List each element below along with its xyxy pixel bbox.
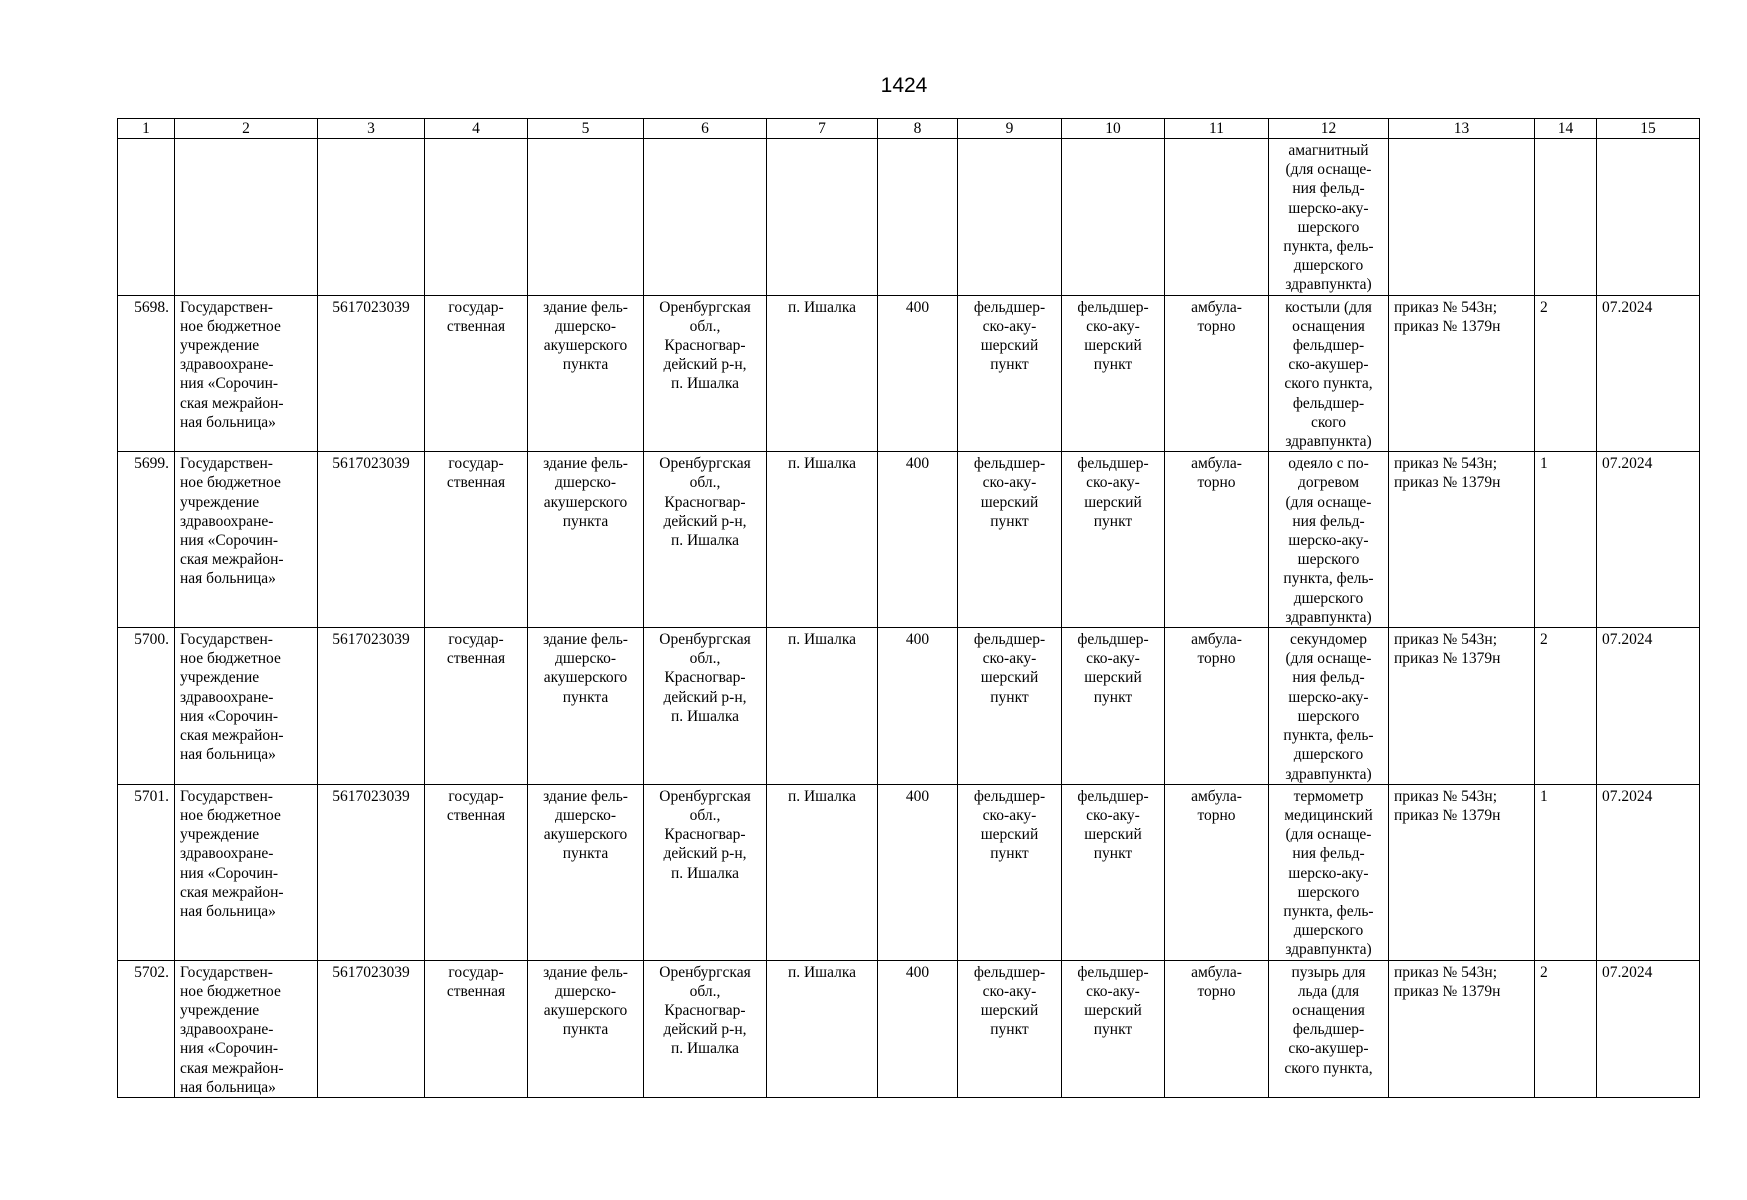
cell-row-number: 5700. [118, 628, 175, 785]
cell-unit-type: фельдшер- ско-аку- шерский пункт [958, 295, 1062, 452]
cell-quantity: 1 [1535, 452, 1597, 628]
column-number-header: 2 [175, 119, 318, 139]
column-number-header: 10 [1062, 119, 1165, 139]
cell-order: приказ № 543н; приказ № 1379н [1389, 295, 1535, 452]
cell-empty [425, 139, 528, 296]
cell-building: здание фель- дшерско- акушерского пункта [528, 452, 644, 628]
cell-row-number: 5702. [118, 960, 175, 1097]
cell-ownership: государ- ственная [425, 452, 528, 628]
cell-quantity: 2 [1535, 960, 1597, 1097]
cell-care-form: амбула- торно [1165, 452, 1269, 628]
cell-building: здание фель- дшерско- акушерского пункта [528, 784, 644, 960]
cell-unit-type-2: фельдшер- ско-аку- шерский пункт [1062, 628, 1165, 785]
column-number-header: 11 [1165, 119, 1269, 139]
column-number-header: 9 [958, 119, 1062, 139]
cell-care-form: амбула- торно [1165, 784, 1269, 960]
cell-empty [644, 139, 767, 296]
cell-empty [767, 139, 878, 296]
cell-date: 07.2024 [1597, 295, 1700, 452]
cell-address: Оренбургская обл., Красногвар- дейский р-н, п. Ишалка [644, 452, 767, 628]
cell-address: Оренбургская обл., Красногвар- дейский р-н, п. Ишалка [644, 628, 767, 785]
cell-quantity: 1 [1535, 784, 1597, 960]
column-number-header: 6 [644, 119, 767, 139]
cell-row-number: 5698. [118, 295, 175, 452]
cell-unit-type: фельдшер- ско-аку- шерский пункт [958, 960, 1062, 1097]
cell-date: 07.2024 [1597, 784, 1700, 960]
registry-table [117, 118, 1700, 1098]
cell-inn: 5617023039 [318, 628, 425, 785]
cell-equipment: пузырь для льда (для оснащения фельдшер- ско-акушер- ского пункта, [1269, 960, 1389, 1097]
cell-institution: Государствен- ное бюджетное учреждение здравоохране- ния «Сорочин- ская межрайон- ная больница» [175, 295, 318, 452]
cell-settlement: п. Ишалка [767, 784, 878, 960]
cell-empty [1535, 139, 1597, 296]
cell-empty [958, 139, 1062, 296]
table-row [118, 452, 1700, 628]
table-row [118, 295, 1700, 452]
cell-row-number: 5699. [118, 452, 175, 628]
cell-equipment: термометр медицинский (для оснаще- ния фельд- шерско-аку- шерского пункта, фель- дшерского здравпункта) [1269, 784, 1389, 960]
cell-order: приказ № 543н; приказ № 1379н [1389, 628, 1535, 785]
cell-ownership: государ- ственная [425, 784, 528, 960]
cell-population: 400 [878, 628, 958, 785]
cell-building: здание фель- дшерско- акушерского пункта [528, 628, 644, 785]
cell-row-number: 5701. [118, 784, 175, 960]
column-number-header: 14 [1535, 119, 1597, 139]
cell-building: здание фель- дшерско- акушерского пункта [528, 960, 644, 1097]
column-number-header: 1 [118, 119, 175, 139]
cell-order: приказ № 543н; приказ № 1379н [1389, 452, 1535, 628]
cell-inn: 5617023039 [318, 452, 425, 628]
column-number-header: 4 [425, 119, 528, 139]
cell-settlement: п. Ишалка [767, 295, 878, 452]
column-number-header: 8 [878, 119, 958, 139]
cell-unit-type: фельдшер- ско-аку- шерский пункт [958, 628, 1062, 785]
continuation-row [118, 139, 1700, 296]
column-number-header: 15 [1597, 119, 1700, 139]
cell-equipment: одеяло с по- догревом (для оснаще- ния фельд- шерско-аку- шерского пункта, фель- дшерского здравпункта) [1269, 452, 1389, 628]
cell-empty [1062, 139, 1165, 296]
cell-building: здание фель- дшерско- акушерского пункта [528, 295, 644, 452]
cell-ownership: государ- ственная [425, 295, 528, 452]
table-row [118, 784, 1700, 960]
cell-care-form: амбула- торно [1165, 960, 1269, 1097]
cell-empty [175, 139, 318, 296]
cell-settlement: п. Ишалка [767, 960, 878, 1097]
cell-order: приказ № 543н; приказ № 1379н [1389, 784, 1535, 960]
cell-population: 400 [878, 452, 958, 628]
cell-quantity: 2 [1535, 628, 1597, 785]
cell-empty [1389, 139, 1535, 296]
cell-empty [1165, 139, 1269, 296]
cell-unit-type-2: фельдшер- ско-аку- шерский пункт [1062, 452, 1165, 628]
column-number-row [118, 119, 1700, 139]
cell-inn: 5617023039 [318, 295, 425, 452]
cell-date: 07.2024 [1597, 628, 1700, 785]
cell-ownership: государ- ственная [425, 960, 528, 1097]
cell-institution: Государствен- ное бюджетное учреждение здравоохране- ния «Сорочин- ская межрайон- ная больница» [175, 628, 318, 785]
cell-date: 07.2024 [1597, 452, 1700, 628]
cell-empty [1597, 139, 1700, 296]
cell-care-form: амбула- торно [1165, 628, 1269, 785]
cell-empty [318, 139, 425, 296]
cell-settlement: п. Ишалка [767, 628, 878, 785]
cell-address: Оренбургская обл., Красногвар- дейский р-н, п. Ишалка [644, 784, 767, 960]
cell-care-form: амбула- торно [1165, 295, 1269, 452]
cell-settlement: п. Ишалка [767, 452, 878, 628]
page-number: 1424 [880, 74, 928, 97]
cell-order: приказ № 543н; приказ № 1379н [1389, 960, 1535, 1097]
column-number-header: 7 [767, 119, 878, 139]
cell-empty [118, 139, 175, 296]
cell-institution: Государствен- ное бюджетное учреждение здравоохране- ния «Сорочин- ская межрайон- ная больница» [175, 960, 318, 1097]
cell-equipment-continuation: амагнитный (для оснаще- ния фельд- шерско-аку- шерского пункта, фель- дшерского здравпункта) [1269, 139, 1389, 296]
cell-population: 400 [878, 960, 958, 1097]
table-row [118, 960, 1700, 1097]
cell-unit-type: фельдшер- ско-аку- шерский пункт [958, 784, 1062, 960]
cell-address: Оренбургская обл., Красногвар- дейский р-н, п. Ишалка [644, 295, 767, 452]
cell-unit-type-2: фельдшер- ско-аку- шерский пункт [1062, 960, 1165, 1097]
column-number-header: 12 [1269, 119, 1389, 139]
cell-date: 07.2024 [1597, 960, 1700, 1097]
cell-unit-type-2: фельдшер- ско-аку- шерский пункт [1062, 295, 1165, 452]
column-number-header: 13 [1389, 119, 1535, 139]
cell-equipment: костыли (для оснащения фельдшер- ско-акушер- ского пункта, фельдшер- ского здравпункта) [1269, 295, 1389, 452]
column-number-header: 5 [528, 119, 644, 139]
cell-ownership: государ- ственная [425, 628, 528, 785]
cell-population: 400 [878, 784, 958, 960]
cell-empty [878, 139, 958, 296]
cell-unit-type-2: фельдшер- ско-аку- шерский пункт [1062, 784, 1165, 960]
cell-equipment: секундомер (для оснаще- ния фельд- шерско-аку- шерского пункта, фель- дшерского здравпункта) [1269, 628, 1389, 785]
cell-inn: 5617023039 [318, 784, 425, 960]
cell-inn: 5617023039 [318, 960, 425, 1097]
table-row [118, 628, 1700, 785]
cell-unit-type: фельдшер- ско-аку- шерский пункт [958, 452, 1062, 628]
cell-address: Оренбургская обл., Красногвар- дейский р-н, п. Ишалка [644, 960, 767, 1097]
cell-population: 400 [878, 295, 958, 452]
column-number-header: 3 [318, 119, 425, 139]
cell-institution: Государствен- ное бюджетное учреждение здравоохране- ния «Сорочин- ская межрайон- ная больница» [175, 784, 318, 960]
cell-quantity: 2 [1535, 295, 1597, 452]
cell-institution: Государствен- ное бюджетное учреждение здравоохране- ния «Сорочин- ская межрайон- ная больница» [175, 452, 318, 628]
cell-empty [528, 139, 644, 296]
